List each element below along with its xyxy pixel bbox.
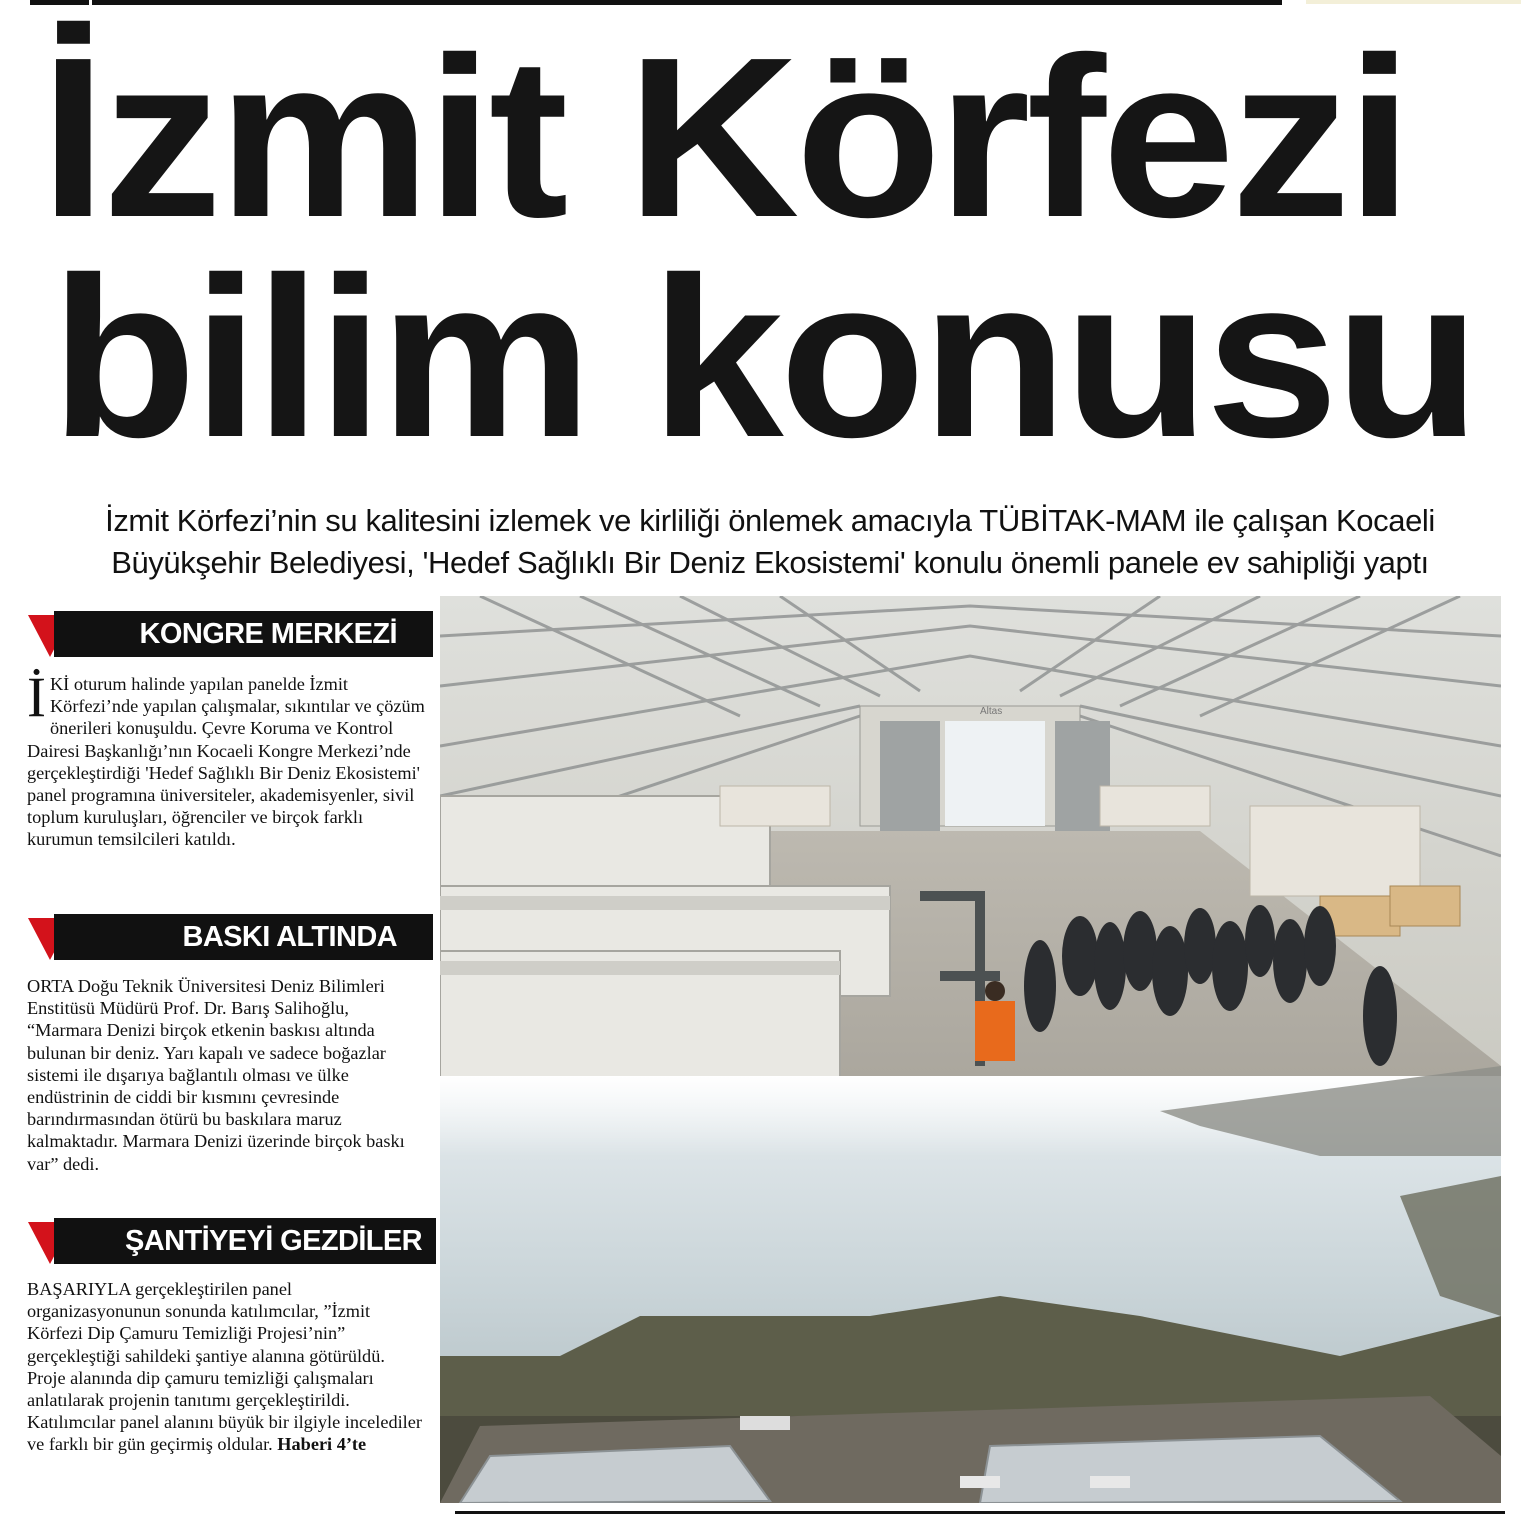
top-rule — [30, 0, 1282, 5]
headline — [40, 11, 1521, 485]
section-body-kongre-merkezi — [27, 666, 427, 851]
section-text: ORTA Doğu Teknik Üniversitesi Deniz Bilimleri Enstitüsü Müdürü Prof. Dr. Barış Salihoğlu, “Marmara Denizi birçok etkenin baskısı altında bulunan bir deniz. Yarı kapalı ve sadece boğazlar sistemi ile dışarıya bağlantılı olması ve ülke endüstrinin de ciddi bir kısmını çevresinde barındırmasından ötürü bu baskılara maruz kalmaktadır. Marmara Denizi üzerinde birçok baskı var” dedi. — [27, 976, 405, 1174]
top-right-tab — [1306, 0, 1521, 4]
headline-line-2: bilim konusu — [50, 231, 1477, 485]
composite-photo — [440, 596, 1501, 1503]
section-body-baski-altinda — [27, 975, 427, 1175]
section-head-kongre-merkezi — [28, 611, 433, 657]
section-title: ŞANTİYEYİ GEZDİLER — [54, 1218, 436, 1264]
photo-illustration — [440, 596, 1501, 1503]
section-text: BAŞARIYLA gerçekleştirilen panel organizasyonunun sonunda katılımcılar, ”İzmit Körfezi Dip Çamuru Temizliği Projesi’nin” gerçekleştiği sahildeki şantiye alanına götürüldü. Proje alanında dip çamuru temizliği çalışmaları anlatılarak projenin tanıtımı gerçekleştirildi. Katılımcılar panel alanını büyük bir ilgiyle incelediler ve farklı bir gün geçirmiş oldular. — [27, 1279, 422, 1455]
deck: İzmit Körfezi’nin su kalitesini izlemek ve kirliliği önlemek amacıyla TÜBİTAK-MAM ile çalışan Kocaeli Büyükşehir Belediyesi, 'Hedef Sağlıklı Bir Deniz Ekosistemi' konulu önemli panele ev sahipliği yaptı — [105, 503, 1435, 580]
section-body-santiyeyi-gezdiler — [27, 1278, 427, 1456]
bottom-rule — [455, 1511, 1505, 1514]
section-title: BASKI ALTINDA — [54, 914, 433, 960]
headline-line-1: İzmit Körfezi — [40, 11, 1409, 265]
top-rule-cap — [30, 0, 92, 5]
dropcap: İ — [27, 666, 46, 729]
section-title: KONGRE MERKEZİ — [54, 611, 433, 657]
section-head-baski-altinda — [28, 914, 433, 960]
tent-sign: Altas — [980, 706, 1003, 717]
section-text: Kİ oturum halinde yapılan panelde İzmit Körfezi’nde yapılan çalışmalar, sıkıntılar ve çözüm önerileri konuşuldu. Çevre Koruma ve Kontrol Dairesi Başkanlığı’nın Kocaeli Kongre Merkezi’nde gerçekleştirdiği 'Hedef Sağlıklı Bir Deniz Ekosistemi' panel programına üniversiteler, akademisyenler, sivil toplum kuruluşları, öğrenciler ve birçok farklı kurumun temsilcileri katıldı. — [27, 674, 425, 850]
page-reference: Haberi 4’te — [277, 1434, 367, 1455]
section-head-santiyeyi-gezdiler — [28, 1218, 436, 1264]
